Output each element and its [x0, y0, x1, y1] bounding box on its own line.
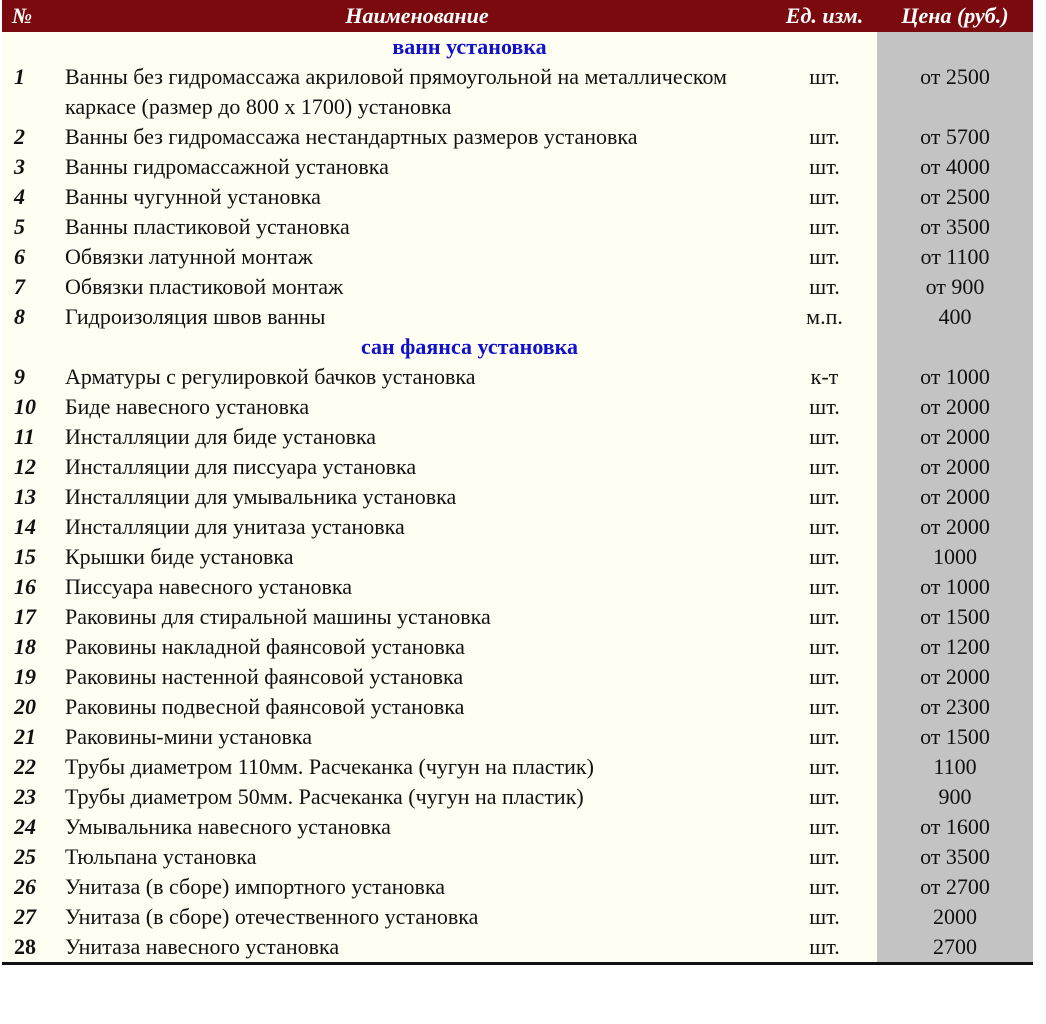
header-row — [2, 0, 1033, 32]
row-price: 400 — [877, 302, 1033, 332]
row-name: Арматуры с регулировкой бачков установка — [62, 362, 772, 392]
row-price: от 3500 — [877, 842, 1033, 872]
row-unit: шт. — [772, 452, 877, 482]
row-unit: шт. — [772, 392, 877, 422]
row-unit: шт. — [772, 842, 877, 872]
section-num-cell — [2, 32, 62, 62]
row-number: 22 — [2, 752, 62, 782]
row-name: Ванны чугунной установка — [62, 182, 772, 212]
table-row — [2, 242, 1033, 272]
table-row — [2, 542, 1033, 572]
table-row — [2, 272, 1033, 302]
row-number: 17 — [2, 602, 62, 632]
table-header — [2, 0, 1033, 32]
table-row — [2, 632, 1033, 662]
section-price-cell — [877, 332, 1033, 362]
row-price: от 2000 — [877, 662, 1033, 692]
table-row — [2, 62, 1033, 122]
row-price: от 1000 — [877, 572, 1033, 602]
row-unit: шт. — [772, 512, 877, 542]
table-row — [2, 752, 1033, 782]
row-price: от 4000 — [877, 152, 1033, 182]
row-price: от 900 — [877, 272, 1033, 302]
section-row — [2, 332, 1033, 362]
row-price: 1000 — [877, 542, 1033, 572]
row-name: Обвязки пластиковой монтаж — [62, 272, 772, 302]
row-unit: шт. — [772, 122, 877, 152]
header-price: Цена (руб.) — [877, 0, 1033, 32]
row-name: Писсуара навесного установка — [62, 572, 772, 602]
table-body — [2, 32, 1033, 964]
row-number: 11 — [2, 422, 62, 452]
row-name: Крышки биде установка — [62, 542, 772, 572]
row-name: Трубы диаметром 50мм. Расчеканка (чугун на пластик) — [62, 782, 772, 812]
row-number: 10 — [2, 392, 62, 422]
table-row — [2, 692, 1033, 722]
table-row — [2, 212, 1033, 242]
row-number: 1 — [2, 62, 62, 122]
row-price: от 2000 — [877, 422, 1033, 452]
header-name: Наименование — [62, 0, 772, 32]
row-name: Ванны гидромассажной установка — [62, 152, 772, 182]
row-price: от 1000 — [877, 362, 1033, 392]
table-row — [2, 182, 1033, 212]
row-price: 1100 — [877, 752, 1033, 782]
row-price: от 1500 — [877, 722, 1033, 752]
header-unit: Ед. изм. — [772, 0, 877, 32]
row-number: 20 — [2, 692, 62, 722]
row-name: Ванны пластиковой установка — [62, 212, 772, 242]
row-number: 2 — [2, 122, 62, 152]
table-row — [2, 452, 1033, 482]
row-name: Раковины настенной фаянсовой установка — [62, 662, 772, 692]
section-title: ванн установка — [62, 32, 877, 62]
row-unit: шт. — [772, 662, 877, 692]
row-number: 23 — [2, 782, 62, 812]
row-price: от 3500 — [877, 212, 1033, 242]
table-row — [2, 662, 1033, 692]
row-unit: шт. — [772, 872, 877, 902]
row-number: 26 — [2, 872, 62, 902]
row-number: 19 — [2, 662, 62, 692]
row-unit: шт. — [772, 422, 877, 452]
row-name: Трубы диаметром 110мм. Расчеканка (чугун на пластик) — [62, 752, 772, 782]
row-price: от 2700 — [877, 872, 1033, 902]
row-name: Ванны без гидромассажа акриловой прямоугольной на металлическом каркасе (размер до 800 х 1700) установка — [62, 62, 772, 122]
row-unit: шт. — [772, 212, 877, 242]
row-unit: шт. — [772, 902, 877, 932]
row-unit: шт. — [772, 242, 877, 272]
section-row — [2, 32, 1033, 62]
row-number: 25 — [2, 842, 62, 872]
row-name: Тюльпана установка — [62, 842, 772, 872]
row-name: Гидроизоляция швов ванны — [62, 302, 772, 332]
price-table — [2, 0, 1033, 965]
row-price: от 2500 — [877, 182, 1033, 212]
row-unit: шт. — [772, 542, 877, 572]
row-name: Раковины для стиральной машины установка — [62, 602, 772, 632]
row-price: от 2500 — [877, 62, 1033, 122]
row-unit: шт. — [772, 932, 877, 964]
row-name: Унитаза (в сборе) отечественного установка — [62, 902, 772, 932]
row-number: 6 — [2, 242, 62, 272]
row-unit: шт. — [772, 272, 877, 302]
section-num-cell — [2, 332, 62, 362]
row-price: от 2000 — [877, 482, 1033, 512]
row-unit: шт. — [772, 572, 877, 602]
table-row — [2, 422, 1033, 452]
row-unit: шт. — [772, 812, 877, 842]
row-name: Унитаза навесного установка — [62, 932, 772, 964]
table-row — [2, 812, 1033, 842]
table-row — [2, 572, 1033, 602]
row-number: 27 — [2, 902, 62, 932]
row-price: от 1500 — [877, 602, 1033, 632]
row-unit: шт. — [772, 752, 877, 782]
table-row — [2, 782, 1033, 812]
row-name: Ванны без гидромассажа нестандартных размеров установка — [62, 122, 772, 152]
row-unit: шт. — [772, 182, 877, 212]
row-price: от 1200 — [877, 632, 1033, 662]
row-number: 4 — [2, 182, 62, 212]
row-number: 5 — [2, 212, 62, 242]
table-row — [2, 362, 1033, 392]
row-number: 12 — [2, 452, 62, 482]
row-number: 9 — [2, 362, 62, 392]
row-name: Инсталляции для унитаза установка — [62, 512, 772, 542]
row-number: 28 — [2, 932, 62, 964]
table-row — [2, 602, 1033, 632]
row-unit: к-т — [772, 362, 877, 392]
row-name: Унитаза (в сборе) импортного установка — [62, 872, 772, 902]
table-row — [2, 932, 1033, 964]
row-unit: шт. — [772, 632, 877, 662]
row-number: 16 — [2, 572, 62, 602]
row-number: 15 — [2, 542, 62, 572]
row-unit: шт. — [772, 62, 877, 122]
row-number: 24 — [2, 812, 62, 842]
table-row — [2, 842, 1033, 872]
row-price: от 2300 — [877, 692, 1033, 722]
row-price: 2000 — [877, 902, 1033, 932]
row-number: 3 — [2, 152, 62, 182]
row-price: от 1100 — [877, 242, 1033, 272]
row-number: 7 — [2, 272, 62, 302]
row-name: Инсталляции для писсуара установка — [62, 452, 772, 482]
row-name: Умывальника навесного установка — [62, 812, 772, 842]
row-name: Раковины накладной фаянсовой установка — [62, 632, 772, 662]
row-unit: шт. — [772, 602, 877, 632]
row-price: от 2000 — [877, 392, 1033, 422]
table-row — [2, 482, 1033, 512]
row-unit: шт. — [772, 692, 877, 722]
table-row — [2, 872, 1033, 902]
row-unit: шт. — [772, 152, 877, 182]
row-price: от 2000 — [877, 512, 1033, 542]
row-name: Биде навесного установка — [62, 392, 772, 422]
table-row — [2, 512, 1033, 542]
section-price-cell — [877, 32, 1033, 62]
row-name: Инсталляции для биде установка — [62, 422, 772, 452]
row-price: от 1600 — [877, 812, 1033, 842]
row-price: 2700 — [877, 932, 1033, 964]
table-row — [2, 152, 1033, 182]
section-title: сан фаянса установка — [62, 332, 877, 362]
table-row — [2, 902, 1033, 932]
row-number: 14 — [2, 512, 62, 542]
header-num: № — [2, 0, 62, 32]
row-unit: м.п. — [772, 302, 877, 332]
row-unit: шт. — [772, 482, 877, 512]
row-number: 21 — [2, 722, 62, 752]
row-number: 8 — [2, 302, 62, 332]
row-number: 13 — [2, 482, 62, 512]
table-row — [2, 302, 1033, 332]
table-row — [2, 722, 1033, 752]
row-name: Обвязки латунной монтаж — [62, 242, 772, 272]
row-unit: шт. — [772, 722, 877, 752]
row-number: 18 — [2, 632, 62, 662]
row-price: от 5700 — [877, 122, 1033, 152]
row-name: Инсталляции для умывальника установка — [62, 482, 772, 512]
table-row — [2, 122, 1033, 152]
row-price: от 2000 — [877, 452, 1033, 482]
row-unit: шт. — [772, 782, 877, 812]
row-price: 900 — [877, 782, 1033, 812]
table-row — [2, 392, 1033, 422]
row-name: Раковины-мини установка — [62, 722, 772, 752]
row-name: Раковины подвесной фаянсовой установка — [62, 692, 772, 722]
